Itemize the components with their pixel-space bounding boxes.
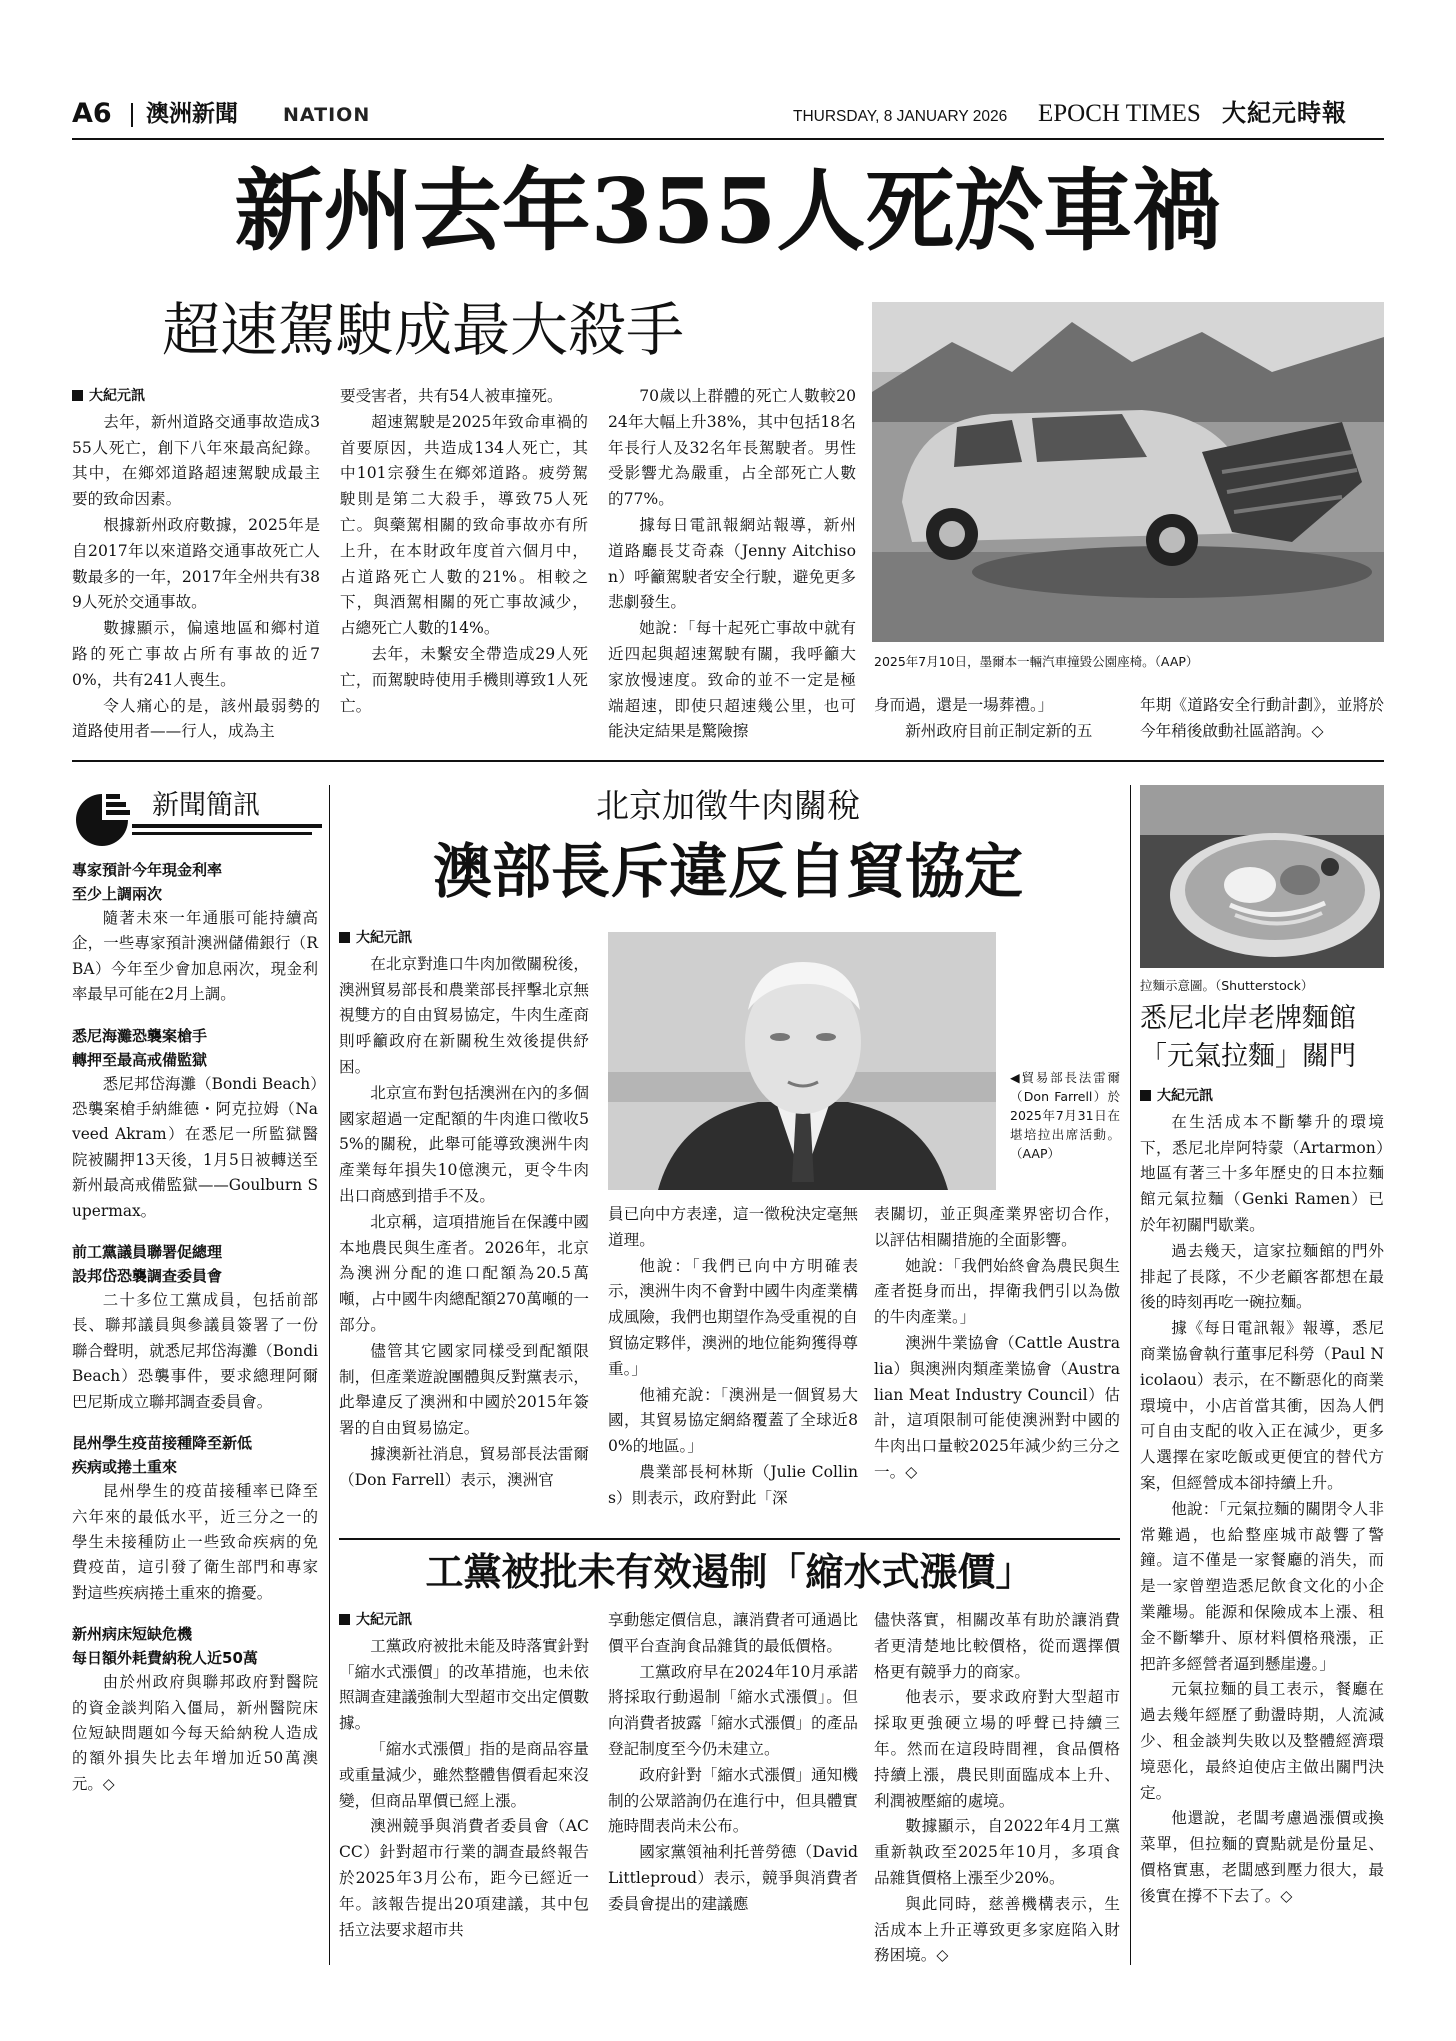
beef-paragraph: 澳洲牛業協會（Cattle Australia）與澳洲肉類產業協會（Australian Meat Industry Council）估計，這項限制可能使澳洲對中國的牛肉出口量較2025年減少約三分之一。◇ (874, 1333, 1120, 1481)
beef-photo-caption: ◀貿易部長法雷爾（Don Farrell）於2025年7月31日在堪培拉出席活動。（AAP） (1010, 1070, 1120, 1161)
ramen-headline-line-1: 悉尼北岸老牌麵館 (1140, 1003, 1356, 1034)
lead-paragraph: 根據新州政府數據，2025年是自2017年以來道路交通事故死亡人數最多的一年，2017年全州共有389人死於交通事故。 (72, 515, 320, 612)
crashed-car-image (872, 302, 1384, 642)
shrink-paragraph: 儘快落實，相關改革有助於讓消費者更清楚地比較價格，從而選擇價格更有競爭力的商家。 (874, 1611, 1120, 1681)
lead-paragraph: 數據顯示，偏遠地區和鄉村道路的死亡事故占所有事故的近70%，共有241人喪生。 (72, 619, 320, 689)
shrink-byline: 大紀元訊 (339, 1608, 589, 1634)
ramen-photo-caption: 拉麵示意圖。（Shutterstock） (1140, 978, 1314, 993)
beef-column-3 (874, 1202, 1120, 1486)
beef-paragraph: 她說：「我們始終會為農民與生產者挺身而出，捍衛我們引以為傲的牛肉產業。」 (874, 1256, 1120, 1327)
lead-photo-crashed-car (872, 302, 1384, 642)
ramen-paragraph: 他說：「元氣拉麵的關閉令人非常難過，也給整座城市敲響了警鐘。這不僅是一家餐廳的消失，而是一家曾塑造悉尼飲食文化的小企業離場。能源和保險成本上漲、租金不斷攀升、原材料價格飛漲，正把許多經營者逼到懸崖邊。」 (1140, 1499, 1384, 1673)
beef-paragraph: 在北京對進口牛肉加徵關稅後，澳洲貿易部長和農業部長抨擊北京無視雙方的自由貿易協定，牛肉生產商則呼籲政府在新關稅生效後提供紓困。 (339, 954, 589, 1076)
ramen-paragraph: 他還說，老闆考慮過漲價或換菜單，但拉麵的賣點就是份量足、價格實惠，老闆感到壓力很大，最後實在撐不下去了。◇ (1140, 1809, 1384, 1905)
brief-body: 悉尼邦岱海灘（Bondi Beach）恐襲案槍手納維德・阿克拉姆（Naveed Akram）在悉尼一所監獄醫院被關押13天後，1月5日被轉送至新州最高戒備監獄——Goulburn Supermax。 (72, 1074, 318, 1220)
beef-paragraph: 他說：「我們已向中方明確表示，澳洲牛肉不會對中國牛肉產業構成風險，我們也期望作為受重視的自貿協定夥伴，澳洲的地位能夠獲得尊重。」 (608, 1256, 858, 1378)
shrink-paragraph: 工黨政府被批未能及時落實針對「縮水式漲價」的改革措施，也未依照調查建議強制大型超市交出定價數據。 (339, 1636, 589, 1733)
beef-photo-don-farrell (608, 932, 996, 1190)
lead-byline: 大紀元訊 (72, 384, 320, 410)
brief-body: 隨著未來一年通脹可能持續高企，一些專家預計澳洲儲備銀行（RBA）今年至少會加息兩次，現金利率最早可能在2月上調。 (72, 909, 318, 1004)
lead-column-3 (608, 384, 856, 745)
ramen-headline-line-2: 「元氣拉麵」關門 (1140, 1041, 1356, 1072)
lead-column-2 (340, 384, 588, 719)
header-rule (72, 138, 1384, 140)
ramen-photo (1140, 785, 1384, 968)
shrink-column-2 (608, 1608, 858, 1918)
lead-column-1 (72, 384, 320, 745)
lead-paragraph: 70歲以上群體的死亡人數較2024年大幅上升38%，其中包括18名年長行人及32名年長駕駛者。男性受影響尤為嚴重，占全部死亡人數的77%。 (608, 387, 856, 509)
portrait-image (608, 932, 996, 1190)
ramen-headline (1140, 1000, 1384, 1076)
shrink-paragraph: 政府針對「縮水式漲價」通知機制的公眾諮詢仍在進行中，但具體實施時間表尚未公布。 (608, 1765, 858, 1836)
ramen-divider (1130, 785, 1131, 1965)
lead-paragraph: 身而過，還是一場葬禮。」 (874, 696, 1054, 714)
ramen-column (1140, 1084, 1384, 1910)
lead-paragraph: 她說：「每十起死亡事故中就有近四起與超速駕駛有關，我呼籲大家放慢速度。致命的並不一定是極端超速，即使只超速幾公里，也可能決定結果是驚險擦 (608, 619, 856, 741)
ramen-paragraph: 過去幾天，這家拉麵館的門外排起了長隊，不少老顧客都想在最後的時刻再吃一碗拉麵。 (1140, 1241, 1384, 1312)
lead-column-4 (874, 693, 1122, 745)
shrink-paragraph: 國家黨領袖利托普勞德（David Littleproud）表示，競爭與消費者委員會提出的建議應 (608, 1843, 858, 1913)
lead-paragraph: 據每日電訊報網站報導，新州道路廳長艾奇森（Jenny Aitchison）呼籲駕駛者安全行駛，避免更多悲劇發生。 (608, 515, 856, 612)
shrink-column-3 (874, 1608, 1120, 1969)
paper-name-en: EPOCH TIMES (1038, 100, 1201, 127)
ramen-paragraph: 據《每日電訊報》報導，悉尼商業協會執行董事尼科勞（Paul Nicolaou）表示，在不斷惡化的商業環境中，小店首當其衝，因為人們可自由支配的收入正在減少，更多人選擇在家吃飯或更便宜的替代方案，但經營成本卻持續上升。 (1140, 1319, 1384, 1492)
brief-headline: 專家預計今年現金利率 至少上調兩次 (72, 861, 223, 903)
beef-column-2 (608, 1202, 858, 1512)
briefs-column (72, 858, 318, 1797)
lead-paragraph: 去年，新州道路交通事故造成355人死亡，創下八年來最高紀錄。其中，在鄉郊道路超速駕駛成最主要的致命因素。 (72, 412, 320, 509)
shrink-column-1 (339, 1608, 589, 1943)
beef-paragraph: 儘管其它國家同樣受到配額限制，但產業遊說團體與反對黨表示，此舉違反了澳洲和中國於2015年簽署的自由貿易協定。 (339, 1341, 589, 1438)
brief-headline: 悉尼海灘恐襲案槍手 轉押至最高戒備監獄 (72, 1026, 208, 1069)
shrink-paragraph: 澳洲競爭與消費者委員會（ACCC）針對超市行業的調查最終報告於2025年3月公布，距今已經近一年。該報告提出20項建議，其中包括立法要求超市共 (339, 1817, 589, 1939)
shrink-paragraph: 工黨政府早在2024年10月承諾將採取行動遏制「縮水式漲價」。但向消費者披露「縮水式漲價」的產品登記制度至今仍未建立。 (608, 1662, 858, 1758)
beef-byline: 大紀元訊 (339, 926, 589, 952)
shrink-paragraph: 「縮水式漲價」指的是商品容量或重量減少，雖然整體售價看起來沒變，但商品單價已經上漲。 (339, 1739, 589, 1810)
ramen-paragraph: 在生活成本不斷攀升的環境下，悉尼北岸阿特蒙（Artarmon）地區有著三十多年歷史的日本拉麵館元氣拉麵（Genki Ramen）已於年初關門歇業。 (1140, 1112, 1384, 1234)
page-number: A6 (72, 98, 112, 129)
lead-paragraph: 新州政府目前正制定新的五 (905, 721, 1093, 740)
brief-headline: 前工黨議員聯署促總理 設邦岱恐襲調查委員會 (72, 1243, 223, 1286)
beef-paragraph: 北京宣布對包括澳洲在內的多個國家超過一定配額的牛肉進口徵收55%的關稅，此舉可能導致澳洲牛肉產業每年損失10億澳元，更令牛肉出口商感到措手不及。 (339, 1083, 589, 1205)
lead-paragraph: 超速駕駛是2025年致命車禍的首要原因，共造成134人死亡，其中101宗發生在鄉郊道路。疲勞駕駛則是第二大殺手，導致75人死亡。與藥駕相關的致命事故亦有所上升，在本財政年度首六個月中，占道路死亡人數的21%。相較之下，與酒駕相關的死亡事故減少，占總死亡人數的14%。 (340, 412, 588, 638)
beef-paragraph: 據澳新社消息，貿易部長法雷爾（Don Farrell）表示，澳洲官 (339, 1444, 589, 1489)
lead-headline: 新州去年355人死於車禍 (234, 158, 1222, 263)
header-divider (131, 103, 133, 127)
brief-headline: 昆州學生疫苗接種降至新低 疾病或捲土重來 (72, 1434, 253, 1477)
ramen-bowl-image (1140, 785, 1384, 968)
shrink-paragraph: 數據顯示，自2022年4月工黨重新執政至2025年10月，多項食品雜貨價格上漲至少20%。 (874, 1817, 1120, 1887)
shrink-headline: 工黨被批未有效遏制「縮水式漲價」 (425, 1550, 1034, 1594)
lead-subhead: 超速駕駛成最大殺手 (162, 296, 685, 364)
beef-headline: 澳部長斥違反自貿協定 (432, 837, 1023, 906)
beef-bottom-rule (339, 1538, 1120, 1540)
shrink-paragraph: 與此同時，慈善機構表示，生活成本上升正導致更多家庭陷入財務困境。◇ (874, 1894, 1120, 1965)
section-title-cn: 澳洲新聞 (146, 101, 238, 127)
lead-paragraph: 去年，未繫安全帶造成29人死亡，而駕駛時使用手機則導致1人死亡。 (340, 644, 588, 715)
brief-headline: 新州病床短缺危機 每日額外耗費納稅人近50萬 (72, 1625, 258, 1668)
shrink-paragraph: 享動態定價信息，讓消費者可通過比價平台查詢食品雜貨的最低價格。 (608, 1611, 858, 1655)
briefs-divider (329, 785, 330, 1965)
lead-column-5 (1140, 693, 1384, 745)
beef-paragraph: 北京稱，這項措施旨在保護中國本地農民與生產者。2026年，北京為澳洲分配的進口配額為20.5萬噸，占中國牛肉總配額270萬噸的一部分。 (339, 1212, 589, 1334)
lead-paragraph: 要受害者，共有54人被車撞死。 (340, 387, 563, 405)
ramen-byline: 大紀元訊 (1140, 1084, 1384, 1110)
brief-body: 二十多位工黨成員，包括前部長、聯邦議員與參議員簽署了一份聯合聲明，就悉尼邦岱海灘（Bondi Beach）恐襲事件，要求總理阿爾巴尼斯成立聯邦調查委員會。 (72, 1291, 318, 1411)
beef-column-1 (339, 926, 589, 1494)
beef-paragraph: 農業部長柯林斯（Julie Collins）則表示，政府對此「深 (608, 1462, 858, 1507)
lead-paragraph: 年期《道路安全行動計劃》，並將於今年稍後啟動社區諮詢。◇ (1140, 696, 1384, 740)
paper-name-cn: 大紀元時報 (1222, 98, 1347, 127)
issue-date: THURSDAY, 8 JANUARY 2026 (793, 108, 1008, 125)
shrink-paragraph: 他表示，要求政府對大型超市採取更強硬立場的呼聲已持續三年。然而在這段時間裡，食品價格持續上漲，農民則面臨成本上升、利潤被壓縮的處境。 (874, 1688, 1120, 1810)
lead-photo-caption: 2025年7月10日，墨爾本一輛汽車撞毀公園座椅。（AAP） (874, 654, 1199, 669)
ramen-paragraph: 元氣拉麵的員工表示，餐廳在過去幾年經歷了動盪時期，人流減少、租金談判失敗以及整體經濟環境惡化，最終迫使店主做出關門決定。 (1140, 1680, 1384, 1802)
beef-kicker: 北京加徵牛肉關稅 (596, 786, 860, 825)
beef-paragraph: 員已向中方表達，這一徵稅決定毫無道理。 (608, 1205, 858, 1249)
lead-bottom-rule (72, 760, 1384, 762)
lead-paragraph: 令人痛心的是，該州最弱勢的道路使用者——行人，成為主 (72, 696, 320, 741)
brief-body: 昆州學生的疫苗接種率已降至六年來的最低水平，近三分之一的學生未接種防止一些致命疾病的免費疫苗，這引發了衛生部門和專家對這些疾病捲土重來的擔憂。 (72, 1482, 318, 1602)
section-title-en: NATION (283, 104, 371, 126)
beef-paragraph: 表關切，並正與產業界密切合作，以評估相關措施的全面影響。 (874, 1205, 1120, 1249)
beef-paragraph: 他補充說：「澳洲是一個貿易大國，其貿易協定網絡覆蓋了全球近80%的地區。」 (608, 1385, 858, 1456)
brief-body: 由於州政府與聯邦政府對醫院的資金談判陷入僵局，新州醫院床位短缺問題如今每天給納稅人造成的額外損失比去年增加近50萬澳元。◇ (72, 1673, 318, 1793)
briefs-title: 新聞簡訊 (152, 790, 260, 821)
